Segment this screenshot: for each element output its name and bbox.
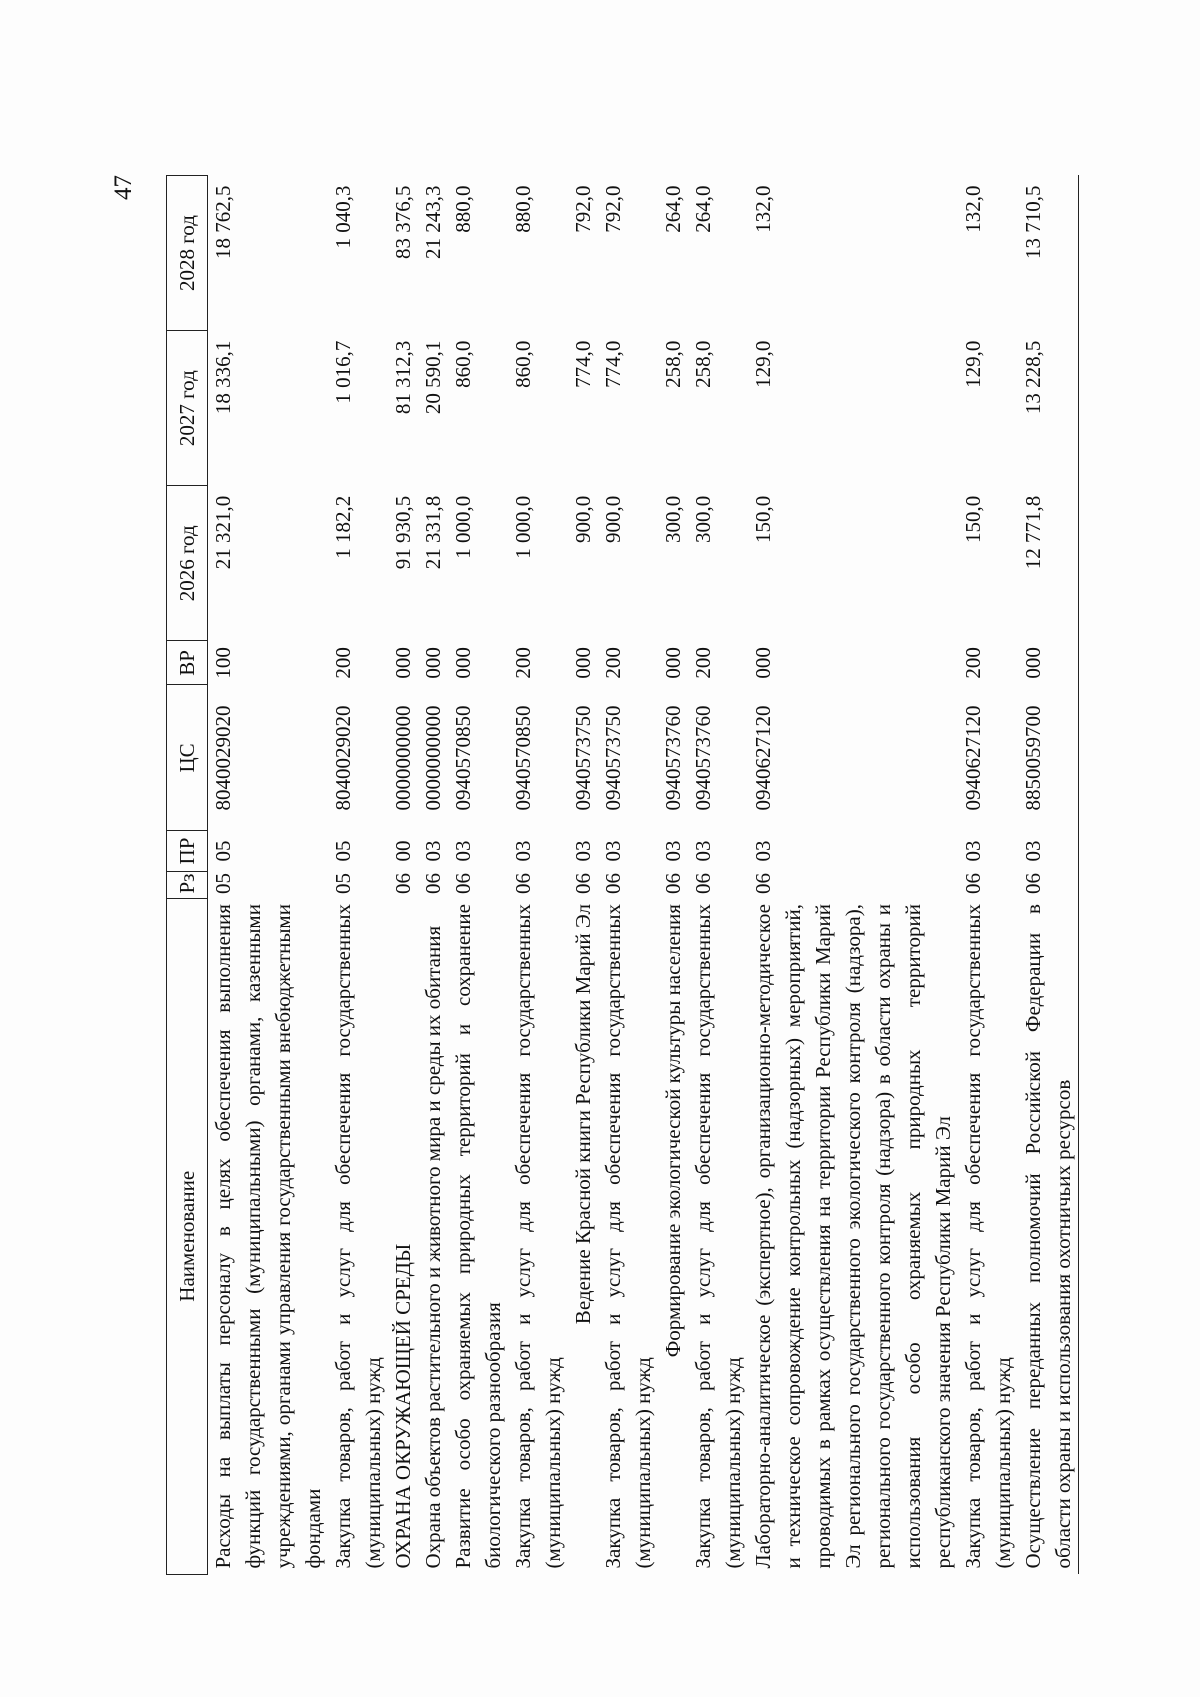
table-row xyxy=(568,176,598,1575)
row-2028: 1 040,3 xyxy=(331,185,355,249)
row-pr: 05 xyxy=(211,840,235,862)
budget-table xyxy=(166,175,1079,1575)
header-name: Наименование xyxy=(167,898,208,1574)
row-rz: 06 xyxy=(451,873,475,895)
row-2027: 81 312,3 xyxy=(391,340,415,415)
row-pr: 03 xyxy=(601,840,625,862)
row-cs: 0000000000 xyxy=(391,705,415,811)
table-row xyxy=(388,176,418,1575)
row-2026: 900,0 xyxy=(571,495,595,544)
header-cs: ЦС xyxy=(167,685,208,831)
row-name: ОХРАНА ОКРУЖАЮЩЕЙ СРЕДЫ xyxy=(391,1243,415,1569)
table-row xyxy=(1018,176,1079,1575)
row-2027: 860,0 xyxy=(511,340,535,388)
table-row xyxy=(688,176,748,1575)
row-vr: 100 xyxy=(211,647,235,679)
row-cs: 8040029020 xyxy=(211,705,235,811)
row-2028: 880,0 xyxy=(511,185,535,233)
header-rz: Рз xyxy=(167,871,208,898)
row-cs: 0940573750 xyxy=(571,705,595,811)
row-2026: 150,0 xyxy=(961,495,985,544)
row-rz: 06 xyxy=(391,873,415,895)
row-2028: 18 762,5 xyxy=(211,185,235,259)
row-name: Закупка товаров, работ и услуг для обеспечения государственных (муниципальных) нужд xyxy=(331,904,385,1569)
row-2028: 264,0 xyxy=(661,185,685,233)
row-2026: 900,0 xyxy=(601,495,625,544)
row-name: Закупка товаров, работ и услуг для обеспечения государственных (муниципальных) нужд xyxy=(511,904,565,1569)
row-2026: 300,0 xyxy=(691,495,715,544)
row-2026: 91 930,5 xyxy=(391,495,415,570)
row-2027: 18 336,1 xyxy=(211,340,235,415)
row-2028: 13 710,5 xyxy=(1018,176,1079,331)
row-pr: 03 xyxy=(661,840,685,862)
row-2026: 21 331,8 xyxy=(421,495,445,570)
rotated-content xyxy=(110,175,1196,1575)
row-2028: 792,0 xyxy=(601,185,625,233)
row-name: Ведение Красной книги Республики Марий Эл xyxy=(571,904,595,1325)
table-row xyxy=(748,176,958,1575)
row-vr: 000 xyxy=(751,647,775,679)
row-pr: 05 xyxy=(331,840,355,862)
row-rz: 06 xyxy=(601,873,625,895)
row-2028: 83 376,5 xyxy=(391,185,415,259)
row-2028: 264,0 xyxy=(691,185,715,233)
row-cs: 0940570850 xyxy=(451,705,475,811)
page-number: 47 xyxy=(110,175,137,200)
table-header-row xyxy=(167,176,208,1575)
row-vr: 200 xyxy=(511,647,535,679)
row-pr: 03 xyxy=(571,840,595,862)
row-name: Расходы на выплаты персоналу в целях обеспечения выполнения функций государственными (муниципальными) органами, казенными учреждениями, органами управления государственными внебюджетными фондами xyxy=(211,904,325,1569)
row-2026: 1 000,0 xyxy=(451,495,475,559)
row-pr: 03 xyxy=(451,840,475,862)
row-vr: 200 xyxy=(691,647,715,679)
row-2027: 860,0 xyxy=(451,340,475,388)
row-cs: 0940573750 xyxy=(601,705,625,811)
header-2027: 2027 год xyxy=(167,331,208,486)
row-pr: 03 xyxy=(961,840,985,862)
row-2026: 12 771,8 xyxy=(1018,486,1079,641)
row-2027: 774,0 xyxy=(571,340,595,388)
header-vr: ВР xyxy=(167,641,208,685)
row-name: Развитие особо охраняемых природных территорий и сохранение биологического разнообразия xyxy=(451,904,505,1569)
table-row xyxy=(958,176,1018,1575)
row-pr: 03 xyxy=(421,840,445,862)
row-vr: 000 xyxy=(391,647,415,679)
row-pr: 03 xyxy=(691,840,715,862)
row-2027: 129,0 xyxy=(751,340,775,388)
row-vr: 000 xyxy=(661,647,685,679)
table-row xyxy=(598,176,658,1575)
row-2026: 1 182,2 xyxy=(331,495,355,559)
row-pr: 00 xyxy=(391,840,415,862)
row-rz: 06 xyxy=(511,873,535,895)
row-2026: 300,0 xyxy=(661,495,685,544)
row-rz: 06 xyxy=(961,873,985,895)
row-2028: 21 243,3 xyxy=(421,185,445,259)
row-cs: 0940627120 xyxy=(751,705,775,811)
table-row xyxy=(418,176,448,1575)
row-rz: 05 xyxy=(331,873,355,895)
row-name: Лабораторно-аналитическое (экспертное), организационно-методическое и техническое сопровождение контрольных (надзорных) мероприятий, проводимых в рамках осуществления на территории Республики Марий Эл регионального государственного экологического контроля (надзора), регионального государственного контроля (надзора) в области охраны и использования особо охраняемых природных территорий республиканского значения Республики Марий Эл xyxy=(751,904,955,1569)
table-row xyxy=(208,176,329,1575)
row-vr: 000 xyxy=(451,647,475,679)
header-2028: 2028 год xyxy=(167,176,208,331)
table-row xyxy=(448,176,508,1575)
row-2027: 258,0 xyxy=(691,340,715,388)
row-2027: 129,0 xyxy=(961,340,985,388)
row-name: Закупка товаров, работ и услуг для обеспечения государственных (муниципальных) нужд xyxy=(601,904,655,1569)
row-rz: 06 xyxy=(571,873,595,895)
header-pr: ПР xyxy=(167,831,208,871)
row-2026: 1 000,0 xyxy=(511,495,535,559)
row-cs: 0000000000 xyxy=(421,705,445,811)
row-vr: 000 xyxy=(1018,641,1079,685)
row-name: Осуществление переданных полномочий Российской Федерации в области охраны и использования охотничьих ресурсов xyxy=(1018,898,1079,1574)
table-row xyxy=(328,176,388,1575)
row-2027: 774,0 xyxy=(601,340,625,388)
header-2026: 2026 год xyxy=(167,486,208,641)
row-2028: 132,0 xyxy=(751,185,775,233)
row-vr: 000 xyxy=(421,647,445,679)
row-name: Охрана объектов растительного и животного мира и среды их обитания xyxy=(421,925,445,1569)
row-cs: 0940570850 xyxy=(511,705,535,811)
row-cs: 0940627120 xyxy=(961,705,985,811)
row-2028: 880,0 xyxy=(451,185,475,233)
row-cs: 0940573760 xyxy=(691,705,715,811)
table-row xyxy=(658,176,688,1575)
row-cs: 8850059700 xyxy=(1018,685,1079,831)
row-pr: 03 xyxy=(751,840,775,862)
row-2028: 792,0 xyxy=(571,185,595,233)
row-rz: 05 xyxy=(211,873,235,895)
row-2026: 21 321,0 xyxy=(211,495,235,570)
row-vr: 200 xyxy=(961,647,985,679)
row-rz: 06 xyxy=(751,873,775,895)
row-pr: 03 xyxy=(511,840,535,862)
row-2027: 1 016,7 xyxy=(331,340,355,404)
row-vr: 200 xyxy=(331,647,355,679)
row-name: Закупка товаров, работ и услуг для обеспечения государственных (муниципальных) нужд xyxy=(961,904,1015,1569)
row-2028: 132,0 xyxy=(961,185,985,233)
row-vr: 200 xyxy=(601,647,625,679)
row-pr: 03 xyxy=(1018,831,1079,871)
row-rz: 06 xyxy=(421,873,445,895)
row-2026: 150,0 xyxy=(751,495,775,544)
row-rz: 06 xyxy=(691,873,715,895)
row-name: Формирование экологической культуры населения xyxy=(661,904,685,1358)
row-name: Закупка товаров, работ и услуг для обеспечения государственных (муниципальных) нужд xyxy=(691,904,745,1569)
row-2027: 20 590,1 xyxy=(421,340,445,415)
row-2027: 258,0 xyxy=(661,340,685,388)
row-cs: 0940573760 xyxy=(661,705,685,811)
table-row xyxy=(508,176,568,1575)
row-cs: 8040029020 xyxy=(331,705,355,811)
row-2027: 13 228,5 xyxy=(1018,331,1079,486)
row-vr: 000 xyxy=(571,647,595,679)
row-rz: 06 xyxy=(661,873,685,895)
row-rz: 06 xyxy=(1018,871,1079,898)
